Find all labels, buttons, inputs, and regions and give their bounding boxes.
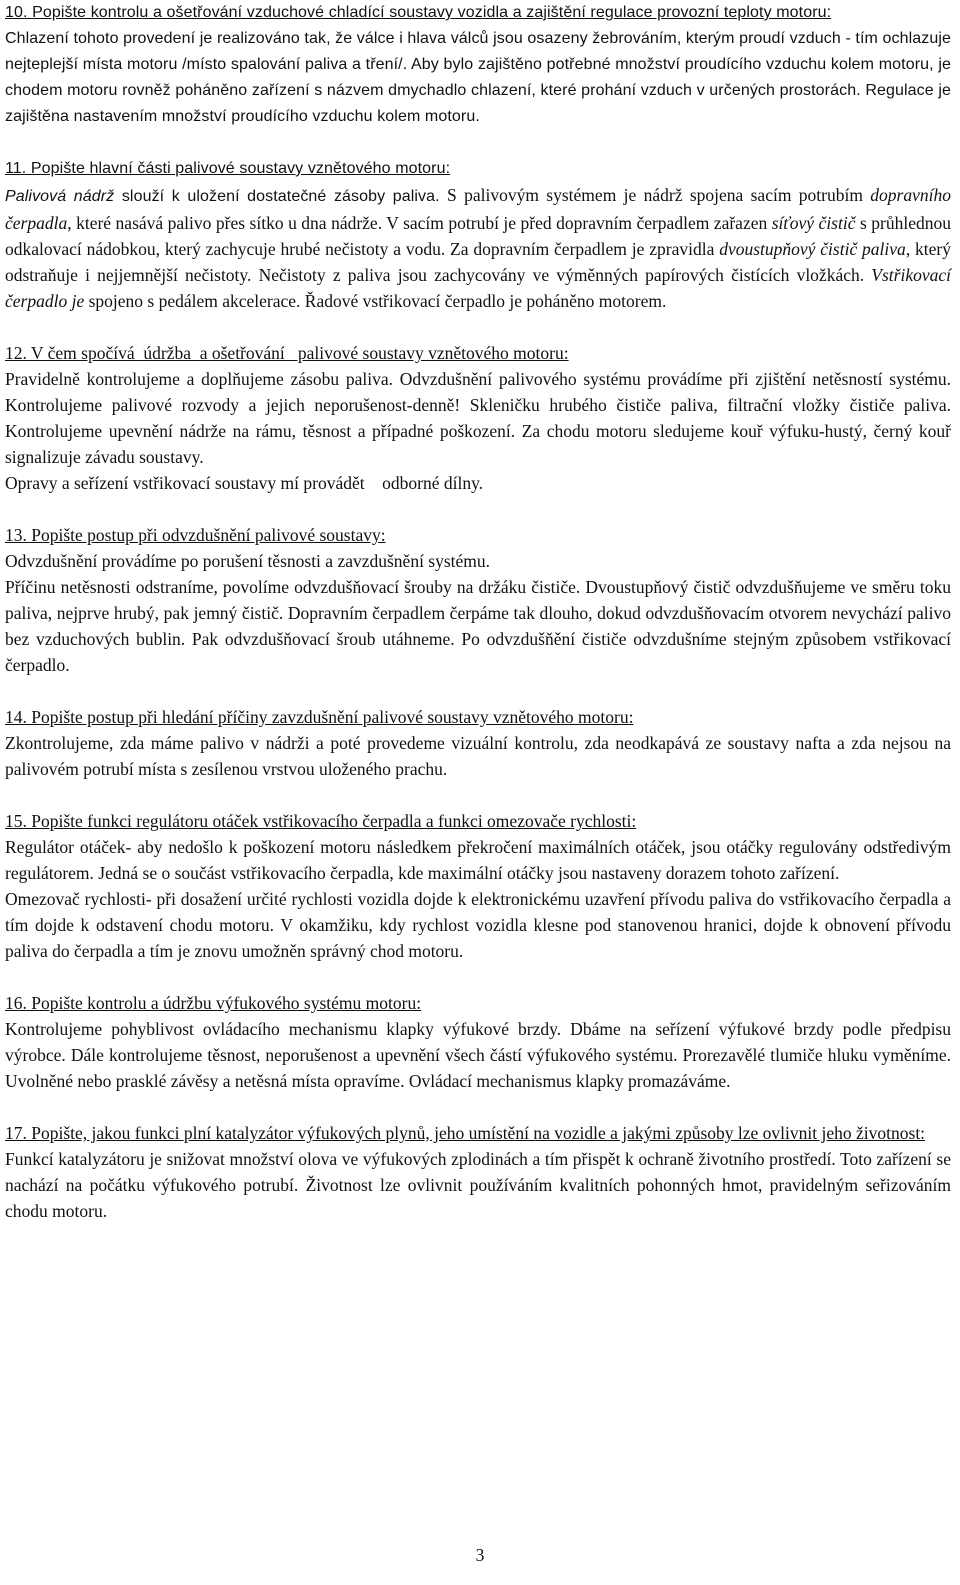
two-stage-filter-term: dvoustupňový čistič paliva [719, 239, 906, 259]
question-11-heading: 11. Popište hlavní části palivové soustavy vznětového motoru: [5, 160, 451, 177]
answer-12-paragraph-2: Opravy a seřízení vstřikovací soustavy mí provádět odborné dílny. [5, 473, 484, 493]
section-gap [5, 130, 951, 156]
document-page [5, 0, 951, 1224]
fuel-tank-term: Palivová nádrž [5, 188, 115, 205]
section-gap [5, 782, 951, 808]
section-gap [5, 678, 951, 704]
answer-11-text-7: s průhlednou odkalovací nádobkou, který zachycuje hrubé nečistoty a vodu. Za dopravním čerpadlem je zpravidla [5, 213, 951, 259]
section-16 [5, 990, 951, 1094]
answer-14-paragraph: Zkontrolujeme, zda máme palivo v nádrži a poté provedeme vizuální kontrolu, zda neodkapává ze soustavy nafta a zda nejsou na palivovém potrubí místa s zesílenou vrstvou uloženého prachu. [5, 733, 951, 779]
answer-15-paragraph-1: Regulátor otáček- aby nedošlo k poškození motoru následkem překročení maximálních otáček, jsou otáčky regulovány odstředivým regulátorem. Jedná se o součást vstřikovacího čerpadla, kde maximální otáčky jsou nastaveny dorazem tohoto zařízení. [5, 837, 951, 883]
question-17-heading: 17. Popište, jakou funkci plní katalyzátor výfukových plynů, jeho umístění na vozidle a jakými způsoby lze ovlivnit jeho životnost: [5, 1123, 926, 1143]
section-15 [5, 808, 951, 964]
answer-10-text-1: Chlazení tohoto provedení je realizováno tak, že válce i hlava válců jsou osazeny žebrováním, kterým proudí vzduch - tím ochlazuje nejteplejší místa motoru /místo spalování paliva a tření/. [5, 30, 951, 73]
question-12-heading: 12. V čem spočívá údržba a ošetřování palivové soustavy vznětového motoru: [5, 343, 569, 363]
section-14 [5, 704, 951, 782]
answer-10-text-2: Aby bylo zajištěno potřebné množství proudícího vzduchu kolem motoru, je chodem motoru rovněž poháněno zařízení s názvem dmychadlo chlazení, které prohání vzduch v určených prostorách. [5, 56, 951, 99]
answer-11-text-9: , který odstraňuje i nejjemnější nečistoty. Nečistoty z paliva jsou zachycovány ve výměnných papírových čistících vložkách. [5, 239, 951, 285]
answer-10-text-3: Regulace je zajištěna nastavením množství proudícího vzduchu kolem motoru. [5, 82, 951, 125]
section-gap [5, 314, 951, 340]
section-11 [5, 156, 951, 314]
page-number: 3 [475, 1545, 485, 1565]
answer-12-paragraph-1: Pravidelně kontrolujeme a doplňujeme zásobu paliva. Odvzdušnění palivového systému provádíme při zjištění netěsností systému. Kontrolujeme palivové rozvody a jejich neporušenost-denně! Skleničku hrubého čističe paliva, filtrační vložky čističe paliva. Kontrolujeme upevnění nádrže na rámu, těsnost a případné poškození. Za chodu motoru sledujeme kouř výfuku-hustý, černý kouř signalizuje závadu soustavy. [5, 369, 951, 467]
section-13 [5, 522, 951, 678]
answer-15-paragraph-2: Omezovač rychlosti- při dosažení určité rychlosti vozidla dojde k elektronickému uzavření přívodu paliva do vstřikovacího čerpadla a tím dojde k odstavení chodu motoru. V okamžiku, kdy rychlost vozidla klesne pod stanovenou hranici, dojde k obnovení přívodu paliva do čerpadla a tím je znovu umožněn správný chod motoru. [5, 889, 951, 961]
answer-11-text-5: , které nasává palivo přes sítko u dna nádrže. V sacím potrubí je před dopravním čerpadlem zařazen [67, 213, 772, 233]
section-gap [5, 964, 951, 990]
answer-11-text-11: spojeno s pedálem akcelerace. Řadové vstřikovací čerpadlo je poháněno motorem. [84, 291, 667, 311]
section-17 [5, 1120, 951, 1224]
answer-16-paragraph: Kontrolujeme pohyblivost ovládacího mechanismu klapky výfukové brzdy. Dbáme na seřízení výfukové brzdy podle předpisu výrobce. Dále kontrolujeme těsnost, neporušenost a upevnění všech částí výfukového systému. Prorezavělé tlumiče hluku vyměníme. Uvolněné nebo prasklé závěsy a netěsná místa opravíme. Ovládací mechanismus klapky promazáváme. [5, 1019, 951, 1091]
question-10-heading: 10. Popište kontrolu a ošetřování vzduchové chladící soustavy vozidla a zajištění regulace provozní teploty motoru: [5, 4, 832, 21]
answer-17-paragraph: Funkcí katalyzátoru je snižovat množství olova ve výfukových zplodinách a tím přispět k ochraně životního prostředí. Toto zařízení se nachází na počátku výfukového potrubí. Životnost lze ovlivnit používáním kvalitních pohonných hmot, pravidelným seřizováním chodu motoru. [5, 1149, 951, 1221]
answer-11-text-2: slouží k uložení dostatečné zásoby paliva. [114, 188, 440, 205]
answer-11-text-3: S palivovým systémem je nádrž spojena sacím potrubím [439, 185, 871, 205]
answer-11-paragraph [5, 182, 951, 314]
question-16-heading: 16. Popište kontrolu a údržbu výfukového systému motoru: [5, 993, 422, 1013]
answer-13-paragraph-1: Odvzdušnění provádíme po porušení těsnosti a zavzdušnění systému. [5, 551, 491, 571]
feed-pump-term: dopravního čerpadla [5, 185, 951, 233]
section-12 [5, 340, 951, 496]
section-gap [5, 496, 951, 522]
question-13-heading: 13. Popište postup při odvzdušnění palivové soustavy: [5, 525, 386, 545]
section-gap [5, 1094, 951, 1120]
mesh-filter-term: síťový čistič [771, 213, 856, 233]
section-10 [5, 0, 951, 130]
answer-10-paragraph [5, 26, 951, 130]
question-15-heading: 15. Popište funkci regulátoru otáček vstřikovacího čerpadla a funkci omezovače rychlosti: [5, 811, 637, 831]
question-14-heading: 14. Popište postup při hledání příčiny zavzdušnění palivové soustavy vznětového motoru: [5, 707, 634, 727]
answer-13-paragraph-2: Příčinu netěsnosti odstraníme, povolíme odvzdušňovací šrouby na držáku čističe. Dvoustupňový čistič odvzdušňujeme ve směru toku paliva, nejprve hrubý, pak jemný čistič. Dopravním čerpadlem čerpáme tak dlouho, dokud odvzdušňovacím otvorem nevychází palivo bez vzduchových bublin. Pak odvzdušňovací šroub utáhneme. Po odvzdušňění čističe odvzdušníme stejným způsobem vstřikovací čerpadlo. [5, 577, 951, 675]
injection-pump-term: Vstřikovací čerpadlo je [5, 265, 951, 311]
